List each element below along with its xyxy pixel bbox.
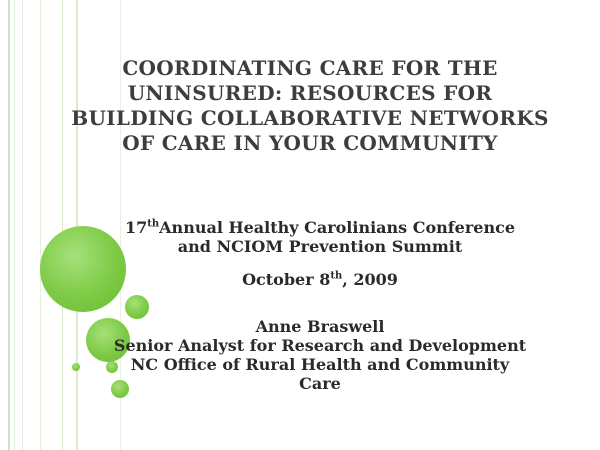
presenter-organization: NC Office of Rural Health and Community xyxy=(130,355,510,374)
title-line: UNINSURED: RESOURCES FOR xyxy=(127,81,493,105)
presenter-position: Senior Analyst for Research and Development xyxy=(113,336,527,355)
conference-name xyxy=(60,218,580,256)
decorative-circle-small xyxy=(125,295,149,319)
title-line: COORDINATING CARE FOR THE xyxy=(122,56,498,80)
presenter-organization-cont: Care xyxy=(299,374,341,393)
decorative-line xyxy=(8,0,10,450)
conference-number-suffix: th xyxy=(147,218,160,230)
conference-line-1-text: Annual Healthy Carolinians Conference xyxy=(159,218,516,237)
decorative-line xyxy=(22,0,23,450)
decorative-line xyxy=(14,0,15,450)
slide-title xyxy=(30,56,590,156)
date-prefix: October 8 xyxy=(242,270,331,289)
title-line: BUILDING COLLABORATIVE NETWORKS xyxy=(71,106,549,130)
conference-line-1 xyxy=(60,218,580,237)
conference-line-2: and NCIOM Prevention Summit xyxy=(177,237,463,256)
presenter-name: Anne Braswell xyxy=(255,317,385,336)
presentation-date xyxy=(60,270,580,289)
conference-number: 17 xyxy=(124,218,148,237)
title-line: OF CARE IN YOUR COMMUNITY xyxy=(122,131,498,155)
presenter-block xyxy=(60,317,580,393)
date-year: , 2009 xyxy=(342,270,398,289)
date-suffix: th xyxy=(330,270,343,282)
